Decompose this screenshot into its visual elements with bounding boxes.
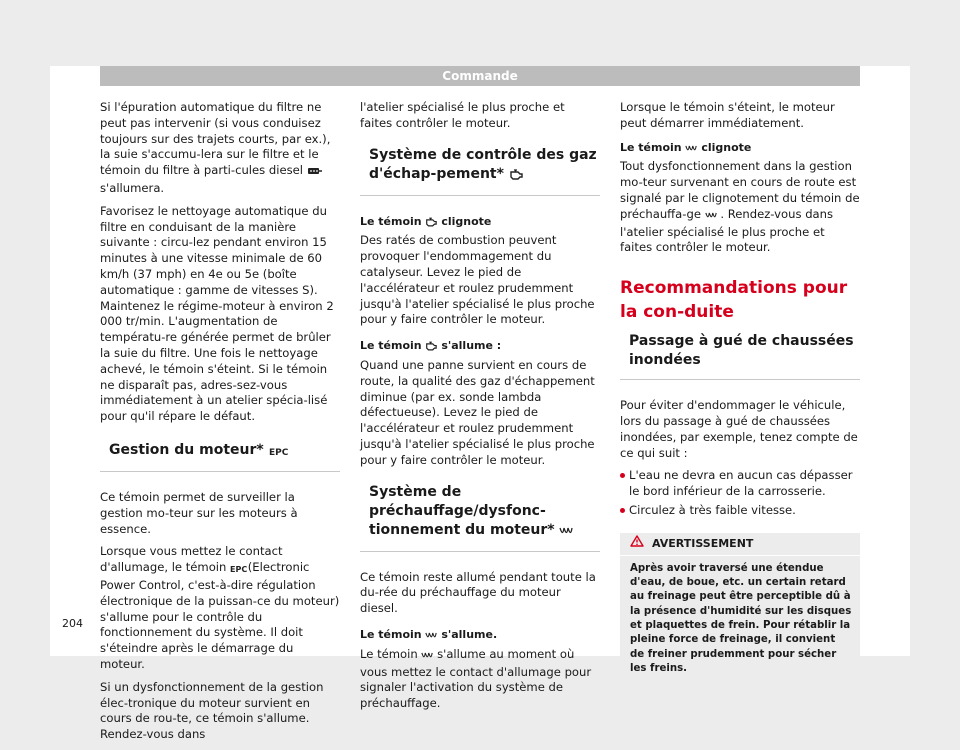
column-1	[100, 100, 340, 750]
warning-header: AVERTISSEMENT	[620, 533, 860, 556]
svg-text:EPC: EPC	[230, 565, 248, 575]
column-3	[620, 100, 860, 684]
subheading: Le témoin s'allume :	[360, 338, 600, 356]
bullet-dot	[620, 508, 625, 513]
section-heading-exhaust: Système de contrôle des gaz d'échap-pement*	[360, 146, 600, 196]
epc-icon	[230, 562, 248, 578]
subheading: Le témoin clignote	[620, 140, 860, 158]
glow-plug-icon	[425, 629, 437, 645]
paragraph: l'atelier spécialisé le plus proche et faites contrôler le moteur.	[360, 100, 565, 130]
chapter-header: Commande	[100, 66, 860, 86]
paragraph: Ce témoin reste allumé pendant toute la du-rée du préchauffage du moteur diesel.	[360, 569, 596, 616]
bullet-dot	[620, 473, 625, 478]
paragraph: Tout dysfonctionnement dans la gestion mo-teur survenant en cours de route est signalé par le clignotement du témoin de préchauffa-ge . Rendez-vous dans l'atelier spécialisé le plus proche et faites contrôler le moteur.	[620, 159, 860, 255]
paragraph: Ce témoin permet de surveiller la gestion mo-teur sur les moteurs à essence.	[100, 489, 298, 536]
paragraph: Favorisez le nettoyage automatique du filtre en conduisant de la manière suivante : circu-lez pendant environ 15 minutes à une vitesse minimale de 60 km/h (37 mph) en 4e ou 5e (boîte automatique : gamme de vitesses S). Maintenez le régime-moteur à environ 2 000 tr/min. L'augmentation de températu-re générée permet de brûler la suie du filtre. Une fois le nettoyage achevé, le témoin s'éteint. Si le témoin ne disparaît pas, adres-sez-vous immédiatement à un atelier spécia-lisé pour qu'il répare le défaut.	[100, 203, 334, 424]
paragraph: Le témoin s'allume au moment où vous mettez le contact d'allumage pour signaler l'activation du système de préchauffage.	[360, 646, 592, 711]
diesel-particulate-filter-icon	[307, 165, 323, 181]
paragraph: Des ratés de combustion peuvent provoquer l'endommagement du catalyseur. Levez le pied de l'accélérateur et roulez prudemment jusqu'à l'atelier spécialisé le plus proche pour y faire contrôler le moteur.	[360, 233, 595, 327]
section-heading-engine: Gestion du moteur* EPC	[100, 441, 340, 472]
subheading: Le témoin clignote	[360, 214, 600, 232]
glow-plug-icon	[421, 649, 433, 665]
svg-text:EPC: EPC	[268, 447, 288, 458]
engine-check-icon	[425, 340, 437, 356]
glow-plug-icon	[705, 209, 717, 225]
column-2	[360, 100, 600, 719]
epc-icon	[268, 443, 288, 462]
engine-check-icon	[425, 216, 437, 232]
glow-plug-icon	[685, 142, 697, 158]
section-heading-preheat: Système de préchauffage/dysfonc-tionnement du moteur*	[360, 483, 600, 552]
paragraph: Pour éviter d'endommager le véhicule, lors du passage à gué de chaussées inondées, par exemple, tenez compte de ce qui suit :	[620, 398, 858, 460]
list-item: Circulez à très faible vitesse.	[620, 503, 860, 519]
paragraph: Lorsque vous mettez le contact d'allumage, le témoin EPC (Electronic Power Control, c'est-à-dire régulation électronique de la puissan-ce du moteur) s'allume pour le contrôle du fonctionnement du système. Il doit s'éteindre après le démarrage du moteur.	[100, 544, 340, 671]
paragraph: Quand une panne survient en cours de route, la qualité des gaz d'échappement diminue (par ex. sonde lambda défectueuse). Levez le pied de l'accélérateur et roulez prudemment jusqu'à l'atelier spécialisé le plus proche pour y faire contrôler le moteur.	[360, 357, 595, 467]
warning-triangle-icon	[630, 533, 652, 555]
chapter-heading-recommendations: Recommandations pour la con-duite	[620, 278, 848, 323]
list-item: L'eau ne devra en aucun cas dépasser le bord inférieur de la carrosserie.	[620, 468, 860, 500]
page-number: 204	[62, 617, 83, 630]
warning-box	[620, 533, 860, 684]
paragraph: Si l'épuration automatique du filtre ne peut pas intervenir (si vous conduisez toujours sur des trajets courts, par ex.), la suie s'accumu-lera sur le filtre et le témoin du filtre à parti-cules diesel s'allumera.	[100, 100, 331, 195]
paragraph: Lorsque le témoin s'éteint, le moteur peut démarrer immédiatement.	[620, 100, 835, 130]
section-heading-fording: Passage à gué de chaussées inondées	[620, 332, 860, 380]
engine-check-icon	[509, 167, 523, 186]
paragraph: Si un dysfonctionnement de la gestion élec-tronique du moteur survient en cours de rou-te, ce témoin s'allume. Rendez-vous dans	[100, 679, 324, 742]
warning-text: Après avoir traversé une étendue d'eau, de boue, etc. un certain retard au freinage peut être perceptible dû à la présence d'humidité sur les disques et plaquettes de frein. Pour rétablir la pleine force de freinage, il convient de freiner prudemment pour sécher les freins.	[630, 562, 852, 674]
glow-plug-icon	[559, 523, 573, 542]
subheading: Le témoin s'allume.	[360, 627, 600, 645]
